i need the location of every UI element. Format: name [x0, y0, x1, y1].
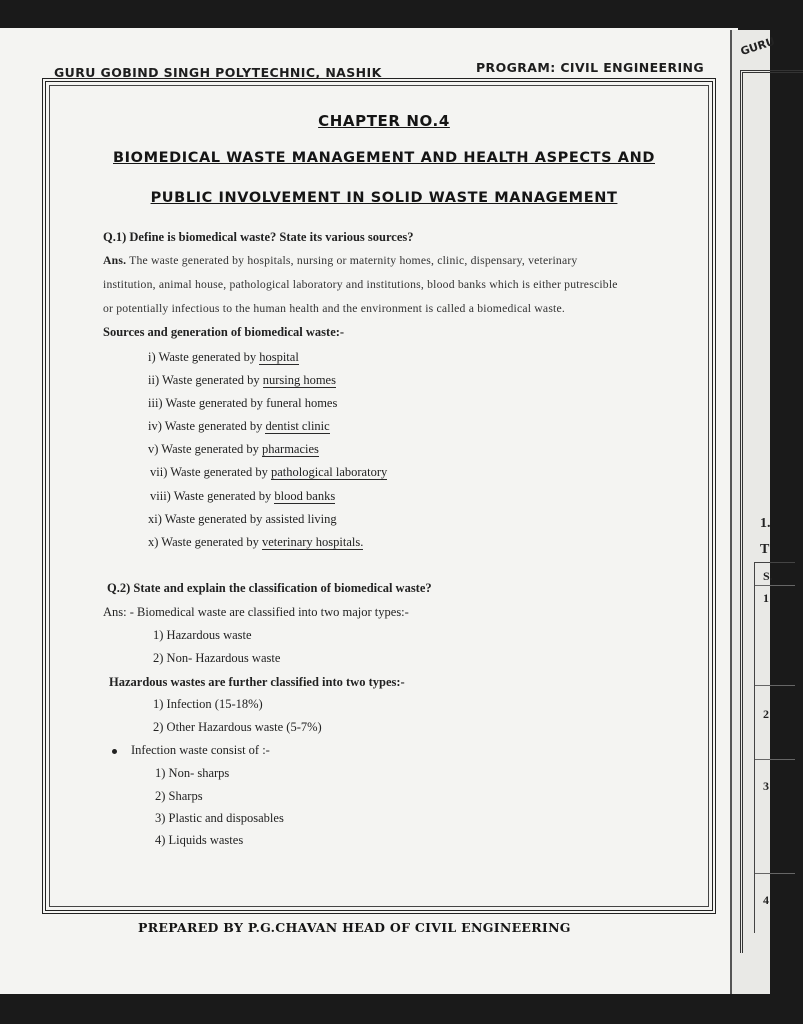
next-page-line2: T [760, 542, 770, 557]
next-page-line1: 1. [760, 516, 771, 531]
source-item [148, 350, 299, 365]
source-term: funeral homes [266, 396, 338, 410]
chapter-heading-line2: PUBLIC INVOLVEMENT IN SOLID WASTE MANAGEMENT [150, 190, 618, 206]
source-term: veterinary hospitals. [262, 535, 364, 549]
next-page-table-head: S. [763, 569, 773, 583]
table-rule [755, 873, 795, 874]
source-prefix: viii) Waste generated by [150, 489, 275, 503]
source-prefix: x) Waste generated by [148, 535, 262, 549]
source-prefix: ii) Waste generated by [148, 373, 263, 387]
bullet-item [112, 743, 270, 758]
source-item [148, 512, 337, 527]
hazard-heading: Hazardous wastes are further classified into two types:- [109, 675, 405, 689]
chapter-title: CHAPTER NO.4 [318, 112, 450, 130]
sources-heading: Sources and generation of biomedical waste:- [103, 325, 345, 339]
type-item: 2) Non- Hazardous waste [153, 651, 281, 665]
source-term: dentist clinic [265, 419, 330, 433]
next-page-row: 4 [763, 893, 769, 907]
next-page-header: GURU [738, 34, 777, 59]
answer-1-line1 [103, 254, 577, 267]
infection-item: 4) Liquids wastes [155, 833, 244, 847]
source-term: pharmacies [262, 442, 319, 456]
source-item [148, 535, 363, 550]
answer-1-line2: institution, animal house, pathological laboratory and institutions, blood banks which is either putrescible [103, 278, 618, 291]
next-page-table [754, 562, 795, 933]
type-item: 1) Hazardous waste [153, 628, 252, 642]
question-1: Q.1) Define is biomedical waste? State its various sources? [103, 230, 414, 244]
source-term: nursing homes [262, 373, 336, 387]
infection-item: 3) Plastic and disposables [155, 811, 284, 825]
question-2: Q.2) State and explain the classification of biomedical waste? [107, 581, 432, 595]
source-term: assisted living [265, 512, 337, 526]
source-term: pathological laboratory [270, 465, 388, 479]
answer-1-line3: or potentially infectious to the human health and the environment is called a biomedical waste. [103, 302, 566, 315]
hazard-type-item: 2) Other Hazardous waste (5-7%) [153, 720, 322, 734]
institute-name: GURU GOBIND SINGH POLYTECHNIC, NASHIK [54, 65, 382, 80]
next-page-row: 1 [763, 591, 769, 605]
source-item [148, 373, 336, 388]
bullet-text: Infection waste consist of :- [131, 743, 270, 757]
source-prefix: i) Waste generated by [148, 350, 260, 364]
next-page-row: 3 [763, 779, 769, 793]
source-term: blood banks [274, 489, 336, 503]
answer-text: The waste generated by hospitals, nursing or maternity homes, clinic, dispensary, veterinary [129, 254, 578, 267]
source-prefix: iii) Waste generated by [148, 396, 267, 410]
infection-item: 2) Sharps [155, 789, 203, 803]
program-name: PROGRAM: CIVIL ENGINEERING [476, 60, 705, 75]
answer-2: Ans: - Biomedical waste are classified into two major types:- [103, 605, 409, 619]
source-item [150, 489, 335, 504]
source-term: hospital [259, 350, 299, 364]
source-item [148, 396, 337, 411]
infection-item: 1) Non- sharps [155, 766, 230, 780]
hazard-type-item: 1) Infection (15-18%) [153, 697, 263, 711]
source-item [148, 442, 319, 457]
source-prefix: v) Waste generated by [148, 442, 262, 456]
source-prefix: xi) Waste generated by [148, 512, 266, 526]
source-prefix: iv) Waste generated by [148, 419, 266, 433]
next-page-row: 2 [763, 707, 769, 721]
answer-label: Ans. [103, 254, 127, 267]
content-frame-inner [49, 85, 709, 907]
chapter-heading-line1: BIOMEDICAL WASTE MANAGEMENT AND HEALTH ASPECTS AND [113, 150, 655, 166]
source-prefix: vii) Waste generated by [150, 465, 271, 479]
source-item [148, 419, 330, 434]
table-rule [755, 759, 795, 760]
bullet-icon [112, 749, 117, 754]
next-page-edge [730, 30, 777, 994]
source-item [150, 465, 387, 480]
table-rule [755, 585, 795, 586]
page-footer: PREPARED BY P.G.CHAVAN HEAD OF CIVIL ENGINEERING [138, 920, 571, 935]
table-rule [755, 685, 795, 686]
